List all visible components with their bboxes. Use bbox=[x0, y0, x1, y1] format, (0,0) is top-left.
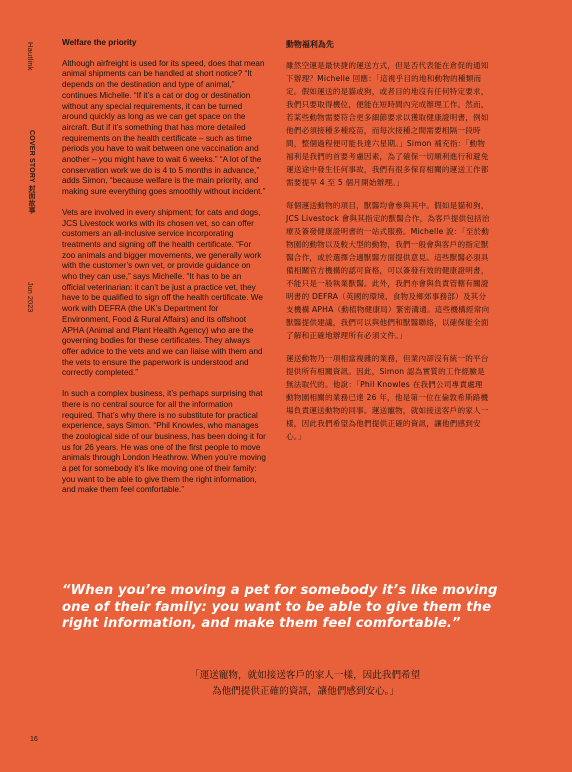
english-paragraph: Although airfreight is used for its speed, does that mean animal shipments can be handled at short notice? “It depends on the destination and type of animal,” continues Michelle. “If it’s a cat or dog or destination without any special requirements, it can be turned around quickly as long as we can get space on the aircraft. But if it’s something that has more detailed requirements on the health certificate – such as time periods you have to wait between one vaccination and another – you might have to wait 6 weeks.” “A lot of the conservation work we do is 4 to 5 months in advance,” adds Simon, “because welfare is the main priority, and making sure everything goes smoothly without incident.” bbox=[62, 58, 266, 197]
english-paragraph: Vets are involved in every shipment; for cats and dogs, JCS Livestock works with its chosen vet, so can offer customers an all-inclusive service incorporating treatments and signing off the health certificate. “For zoo animals and bigger movements, we generally work with the customer’s own vet, or provide guidance on who they can use,” says Michelle. “It has to be an official veterinarian: it can’t be just a practice vet, they have to be qualified to sign off the health certificate. We work with DEFRA (the UK’s Department for Environment, Food & Rural Affairs) and its offshoot APHA (Animal and Plant Health Agency) who are the governing bodies for these certificates. They always offer advice to the vets and we can liaise with them and the vets to ensure the paperwork is understood and correctly completed.” bbox=[62, 207, 263, 378]
section-label: COVER STORY 封面故事 bbox=[28, 130, 35, 214]
sidebar bbox=[26, 42, 38, 352]
chinese-paragraph: 雖然空運是最快捷的運送方式，但是否代表能在倉促的通知下辦理？Michelle 回應：「這視乎目的地和動物的種類而定。假如運送的是貓或狗，或者目的地沒有任何特定要求，我們只要取得機位，便能在短時間內完成辦理工作。然而，若某些動物需要符合更多細節要求以獲取健康證明書，例如他們必須接種多種疫苗，而每次接種之間需要相隔一段時間，整個過程便可能長達六星期。」Simon 補充指：「動物福利是我們的首要考慮因素，為了確保一切順利進行和避免運送途中發生任何事故，我們有很多保育相關的運送工作都需要提早 4 至 5 個月開始辦理。」 bbox=[286, 61, 489, 187]
pull-quote-chinese-line: 為他們提供正確的資訊，讓他們感到安心。」 bbox=[212, 686, 400, 697]
chinese-heading: 動物福利為先 bbox=[286, 40, 334, 49]
english-paragraph: In such a complex business, it’s perhaps surprising that there is no central source for all the information required. That’s why there is no substitute for practical experience, says Simon. “Phil Knowles, who manages the zoological side of our business, has been doing it for us for 26 years. He was one of the first people to move animals through London Heathrow. When you’re moving a pet for somebody it’s like moving one of their family: you want to be able to give them the right information, and make them feel comfortable.” bbox=[62, 389, 266, 495]
pull-quote-chinese bbox=[190, 668, 490, 700]
pull-quote-english: “When you’re moving a pet for somebody it’s like moving one of their family: you want to be able to give them the right information, and make them feel comfortable.” bbox=[62, 583, 498, 631]
chinese-column bbox=[286, 38, 490, 453]
english-column bbox=[62, 38, 266, 506]
magazine-brand: Hautlink bbox=[26, 42, 35, 71]
chinese-paragraph: 每個運送動物的項目，獸醫均會參與其中。假如是貓和狗，JCS Livestock 會與其指定的獸醫合作，為客戶提供包括治療及簽發健康證明書的一站式服務。Michelle 說：「至於動物園的動物以及較大型的動物，我們一般會與客戶的指定獸醫合作，或於選擇合適獸醫方面提供意見。這些獸醫必須具備相關官方機構的認可資格，可以簽發有效的健康證明書，不能只是一般執業獸醫。此外，我們亦會與負責管轄有關證明書的 DEFRA（英國的環境、食物及鄉郊事務部）及其分支機構 APHA（動植物健康局）緊密溝通。這些機構經常向獸醫提供建議，我們可以與他們和獸醫聯絡，以確保能全面了解和正確地辦理所有必須文件。」 bbox=[286, 201, 490, 340]
english-heading: Welfare the priority bbox=[62, 38, 137, 47]
page-number: 16 bbox=[30, 736, 38, 743]
chinese-paragraph: 運送動物乃一項相當複雜的業務，但業內卻沒有統一的平台提供所有相關資訊。因此，Simon 認為實質的工作經驗是無法取代的。他說：「Phil Knowles 在我們公司專責處理動物園相關的業務已達 26 年，他是第一位在倫敦希斯路機場負責運送動物的同事。運送寵物，就如接送客戶的家人一樣，因此我們希望為他們提供正確的資訊，讓他們感到安心。」 bbox=[286, 354, 489, 441]
pull-quote-chinese-line: 「運送寵物，就如接送客戶的家人一樣，因此我們希望 bbox=[190, 670, 421, 681]
issue-date: Jun 2023 bbox=[26, 282, 33, 313]
